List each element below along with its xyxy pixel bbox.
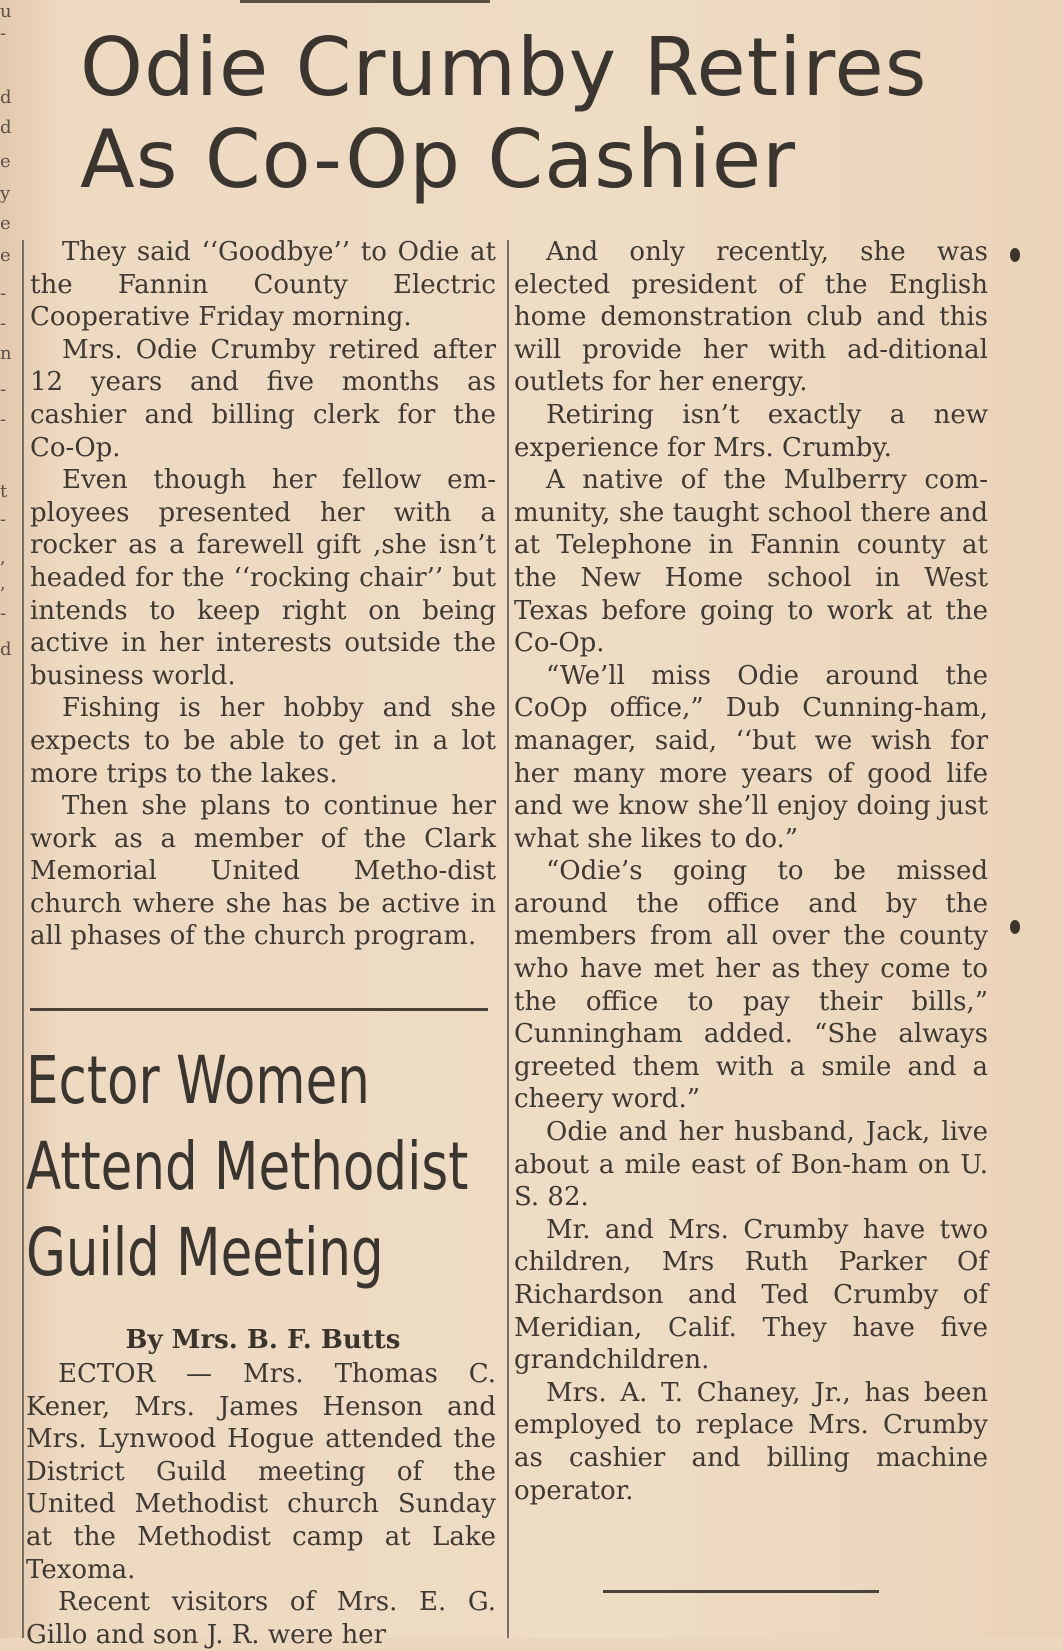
headline-line: Guild Meeting xyxy=(26,1214,384,1291)
edge-letter: d xyxy=(0,639,12,660)
article-column-2 xyxy=(514,236,988,1507)
second-article-headline xyxy=(26,1038,469,1296)
edge-letter: e xyxy=(0,213,11,234)
paragraph: Mrs. A. T. Chaney, Jr., has been employed to replace Mrs. Crumby as cashier and billing machine operator. xyxy=(514,1377,988,1506)
edge-letter: - xyxy=(0,313,7,334)
left-edge-fragments xyxy=(0,0,22,1638)
edge-letter: - xyxy=(0,23,7,44)
article-column-1 xyxy=(30,236,496,953)
edge-letter: - xyxy=(0,509,7,530)
margin-mark xyxy=(1010,248,1020,262)
paragraph: ECTOR — Mrs. Thomas C. Kener, Mrs. James Henson and Mrs. Lynwood Hogue attended the District Guild meeting of the United Methodist church Sunday at the Methodist camp at Lake Texoma. xyxy=(26,1359,496,1585)
column-end-divider xyxy=(603,1590,879,1593)
paragraph: “We’ll miss Odie around the CoOp office,” Dub Cunning-ham, manager, said, ‘‘but we wish for her many more years of good life and we know she’ll enjoy doing just what she likes to do.” xyxy=(514,660,988,854)
paragraph: Mr. and Mrs. Crumby have two children, Mrs Ruth Parker Of Richardson and Ted Crumby of Meridian, Calif. They have five grandchildren. xyxy=(514,1214,988,1376)
paragraph: A native of the Mulberry com-munity, she taught school there and at Telephone in Fannin county at the New Home school in West Texas before going to work at the Co-Op. xyxy=(514,465,988,659)
edge-letter: - xyxy=(0,409,7,430)
paragraph: They said ‘‘Goodbye’’ to Odie at the Fannin County Electric Cooperative Friday morning. xyxy=(30,237,496,333)
edge-letter: t xyxy=(0,481,8,502)
margin-mark xyxy=(1010,920,1020,934)
top-rule xyxy=(240,0,490,3)
edge-letter: - xyxy=(0,603,7,624)
edge-letter: , xyxy=(0,573,6,594)
paragraph: Odie and her husband, Jack, live about a mile east of Bon-ham on U. S. 82. xyxy=(514,1117,988,1213)
column-rule-left xyxy=(22,240,24,1638)
paragraph: Retiring isn’t exactly a new experience for Mrs. Crumby. xyxy=(514,399,988,463)
edge-letter: d xyxy=(0,87,12,108)
paragraph: Then she plans to continue her work as a member of the Clark Memorial United Metho-dist church where she has be active in all phases of the church program. xyxy=(30,791,496,952)
edge-letter: d xyxy=(0,117,12,138)
column-rule-middle xyxy=(507,240,509,1638)
paragraph: Recent visitors of Mrs. E. G. Gillo and son J. R. were her xyxy=(26,1587,496,1650)
edge-letter: y xyxy=(0,183,11,204)
edge-letter: - xyxy=(0,283,7,304)
edge-letter: e xyxy=(0,245,11,266)
article-divider xyxy=(30,1008,488,1011)
paragraph: Fishing is her hobby and she expects to be able to get in a lot more trips to the lakes. xyxy=(30,693,496,789)
edge-letter: u xyxy=(0,1,12,22)
paragraph: Mrs. Odie Crumby retired after 12 years and five months as cashier and billing clerk for the Co-Op. xyxy=(30,334,496,463)
paragraph: Even though her fellow em-ployees presented her with a rocker as a farewell gift ,she isn’t headed for the ‘‘rocking chair’’ but intends to keep right on being active in her interests outside the business world. xyxy=(30,465,496,691)
second-article-column xyxy=(26,1358,496,1651)
paragraph: And only recently, she was elected president of the English home demonstration club and this will provide her with ad-ditional outlets for her energy. xyxy=(514,237,988,398)
headline-line: Odie Crumby Retires xyxy=(80,21,928,114)
headline-line: Ector Women xyxy=(26,1042,370,1119)
edge-letter: e xyxy=(0,151,11,172)
paragraph: “Odie’s going to be missed around the office and by the members from all over the county who have met her as they come to the office to pay their bills,” Cunningham added. “She always greeted them with a smile and a cheery word.” xyxy=(514,856,988,1115)
edge-letter: n xyxy=(0,343,12,364)
article-headline xyxy=(80,22,1020,206)
headline-line: As Co-Op Cashier xyxy=(80,113,796,206)
edge-letter: , xyxy=(0,547,6,568)
edge-letter: - xyxy=(0,379,7,400)
byline: By Mrs. B. F. Butts xyxy=(125,1325,401,1355)
headline-line: Attend Methodist xyxy=(26,1128,469,1205)
